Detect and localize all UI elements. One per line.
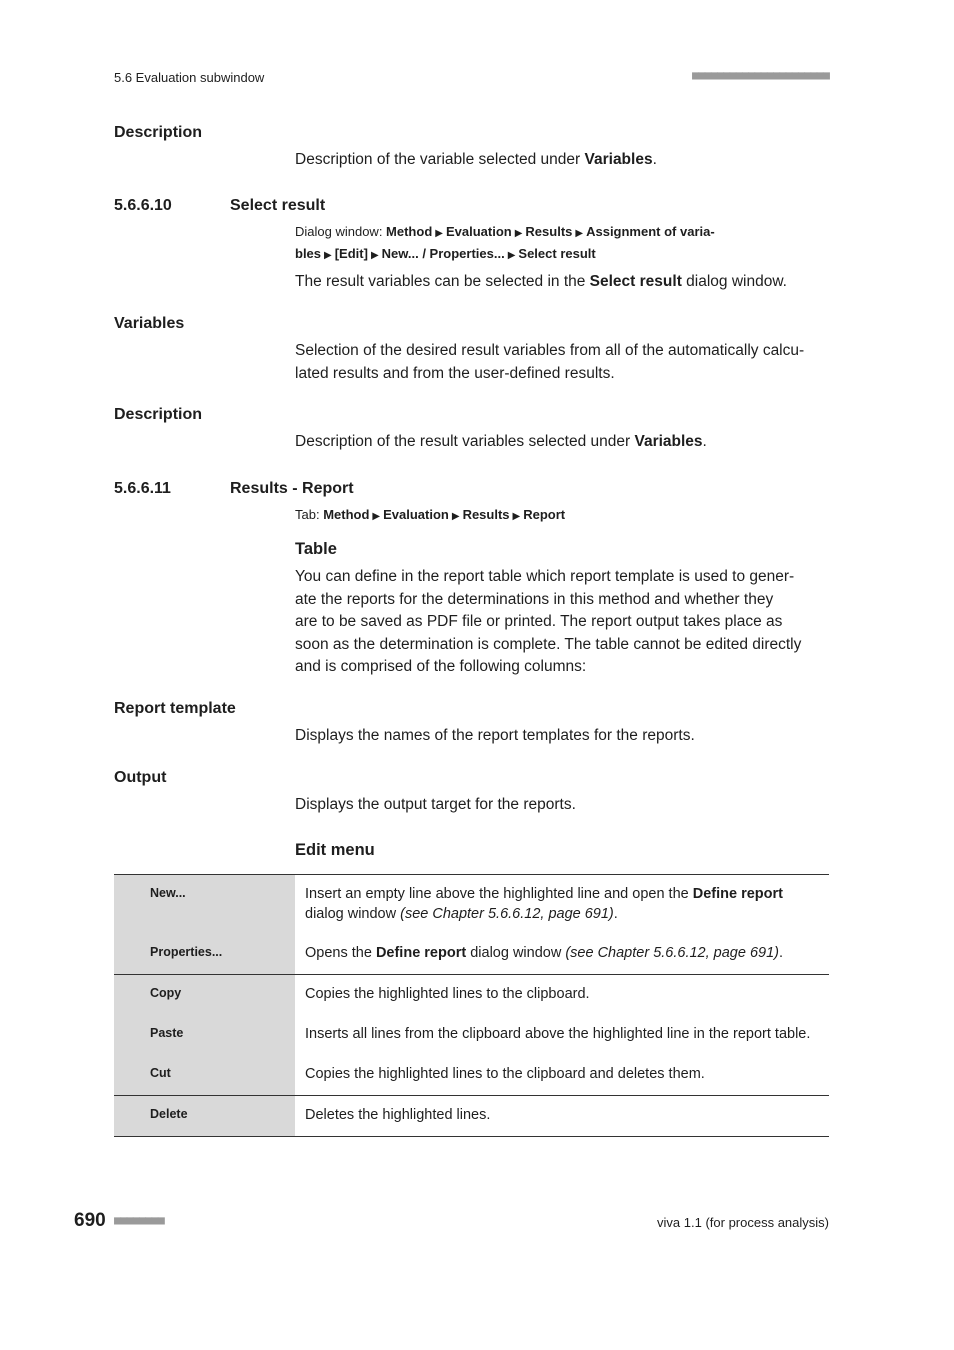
section-number: 5.6.6.10 [114,197,172,214]
variables-text: Selection of the desired result variables from all of the automatically calcu- lated results and from the user-defined results. [295,342,805,382]
menu-key-properties: Properties... [150,945,223,959]
running-head: 5.6 Evaluation subwindow [114,70,265,85]
page-number: 690 [74,1210,106,1231]
menu-desc-paste: Inserts all lines from the clipboard above the highlighted line in the report table. [305,1026,811,1042]
output-text: Displays the output target for the reports. [295,796,576,813]
chapter-link[interactable]: (see Chapter 5.6.6.12, page 691) [400,906,614,922]
product-name: viva 1.1 (for process analysis) [657,1215,829,1230]
header-dots: ■■■■■■■■■■■■■■■■■■■■■■ [692,68,829,82]
menu-desc-delete: Deletes the highlighted lines. [305,1107,491,1123]
menu-desc-copy: Copies the highlighted lines to the clipboard. [305,986,590,1002]
footer-dots: ■■■■■■■■ [114,1213,164,1227]
table-heading: Table [295,540,337,558]
menu-key-new: New... [150,886,186,900]
menu-desc-new: Insert an empty line above the highlighted line and open the Define report dialog window (see Chapter 5.6.6.12, page 691). [305,886,783,922]
term-report-template: Report template [114,700,236,717]
description-text: Description of the result variables selected under Variables. [295,433,707,450]
description-text: Description of the variable selected under Variables. [295,151,657,168]
table-row [114,1096,829,1137]
menu-key-delete: Delete [150,1107,188,1121]
term-variables: Variables [114,315,185,332]
term-description: Description [114,124,203,141]
menu-key-paste: Paste [150,1026,184,1040]
dialog-path: Dialog window: Method ▶ Evaluation ▶ Results ▶ Assignment of varia- bles ▶ [Edit] ▶ New... / Properties... ▶ Select result [295,224,715,261]
section-number: 5.6.6.11 [114,480,171,497]
edit-menu-table [114,874,829,1137]
table-text: You can define in the report table which report template is used to gener- ate the reports for the determinations in this method and whether they are to be saved as PDF file or printed. The report output takes place as soon as the determination is complete. The table cannot be edited directly and is comprised of the following columns: [295,568,802,675]
menu-key-copy: Copy [150,986,182,1000]
menu-key-cut: Cut [150,1066,171,1080]
term-output: Output [114,769,167,786]
edit-menu-heading: Edit menu [295,841,375,859]
table-row [114,875,829,975]
section-title: Select result [230,197,326,214]
menu-desc-properties: Opens the Define report dialog window (see Chapter 5.6.6.12, page 691). [305,945,783,961]
section-title: Results - Report [230,480,354,497]
term-description: Description [114,406,203,423]
chapter-link[interactable]: (see Chapter 5.6.6.12, page 691) [565,945,779,961]
menu-desc-cut: Copies the highlighted lines to the clipboard and deletes them. [305,1066,705,1082]
tab-path: Tab: Method ▶ Evaluation ▶ Results ▶ Report [295,507,566,522]
section-intro: The result variables can be selected in the Select result dialog window. [295,273,787,290]
table-row [114,975,829,1096]
report-template-text: Displays the names of the report templates for the reports. [295,727,695,744]
